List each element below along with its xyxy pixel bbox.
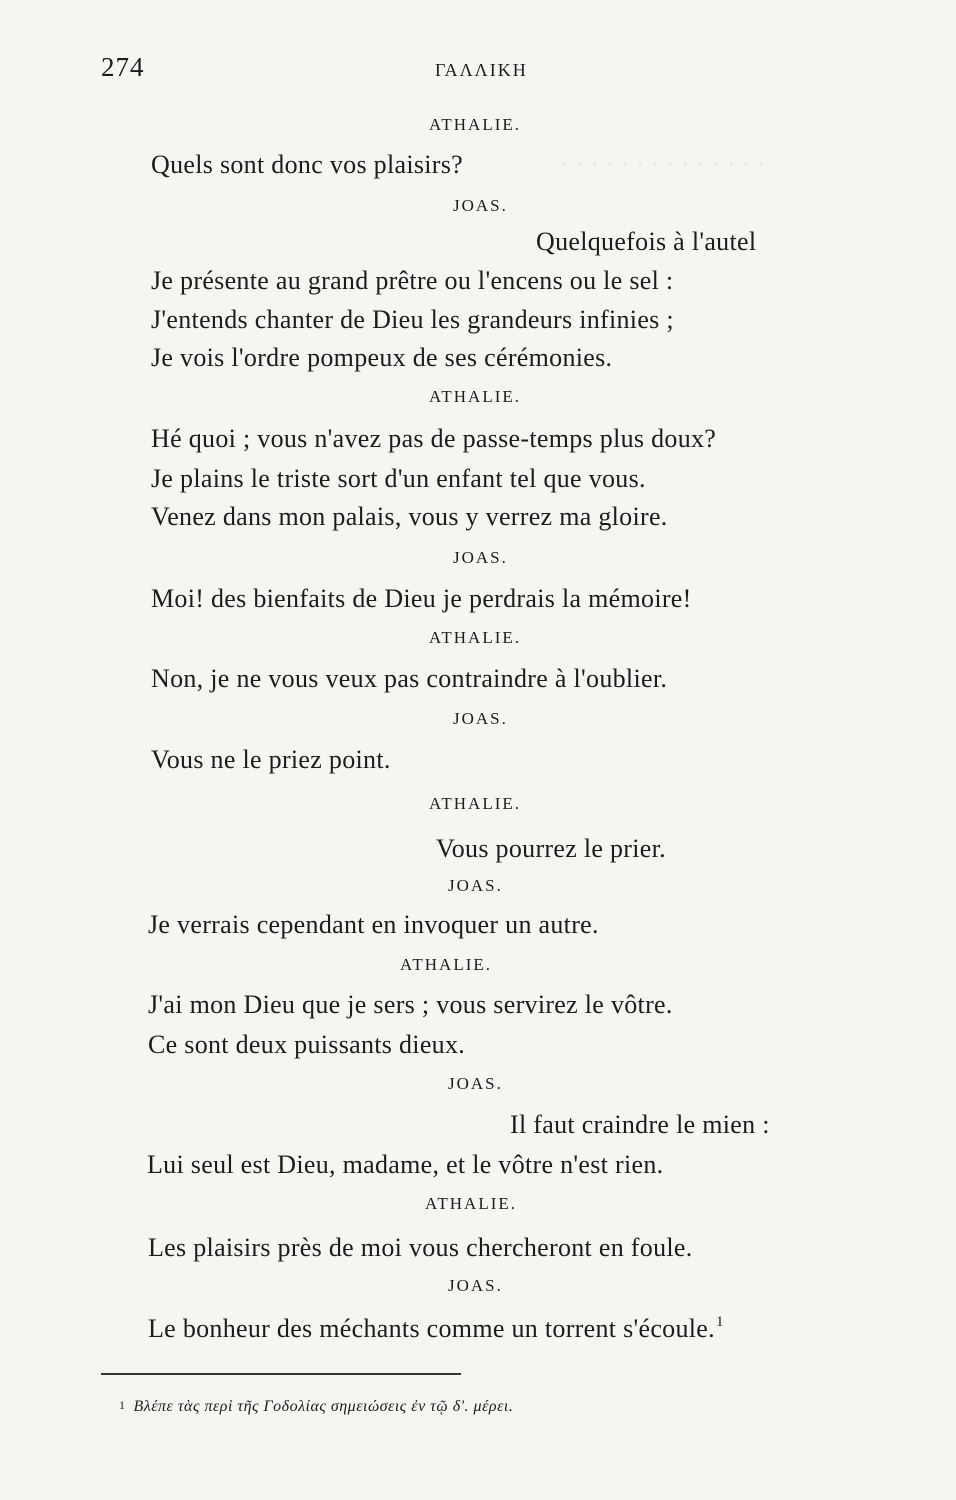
speaker-joas: JOAS. [448, 1074, 503, 1093]
verse-line: Hé quoi ; vous n'avez pas de passe-temps plus doux? [151, 424, 717, 453]
verse-line: Il faut craindre le mien : [510, 1110, 770, 1139]
verse-line: Je plains le triste sort d'un enfant tel que vous. [151, 464, 646, 493]
verse-line-with-footnote [148, 1314, 724, 1344]
verse-line: Quels sont donc vos plaisirs? [151, 150, 464, 179]
speaker-joas: JOAS. [453, 196, 508, 215]
speaker-athalie: ATHALIE. [400, 955, 493, 974]
verse-line: Venez dans mon palais, vous y verrez ma gloire. [151, 502, 668, 531]
verse-line: Vous pourrez le prier. [436, 834, 666, 863]
verse-line: Ce sont deux puissants dieux. [148, 1030, 466, 1059]
verse-line: Les plaisirs près de moi vous chercheront en foule. [148, 1233, 693, 1262]
running-title: ΓΑΛΛΙΚΗ [435, 60, 528, 80]
verse-line: Moi! des bienfaits de Dieu je perdrais la mémoire! [151, 584, 692, 613]
footnote-text: Βλέπε τὰς περὶ τῆς Γοδολίας σημειώσεις ἐν τῷ δ'. μέρει. [133, 1398, 514, 1415]
speaker-joas: JOAS. [448, 1276, 503, 1295]
verse-line: Quelquefois à l'autel [536, 227, 757, 256]
verse-line: Non, je ne vous veux pas contraindre à l'oublier. [151, 664, 668, 693]
verse-line: J'entends chanter de Dieu les grandeurs infinies ; [151, 305, 674, 334]
speaker-joas: JOAS. [453, 548, 508, 567]
speaker-athalie: ATHALIE. [425, 1194, 518, 1213]
show-through-text: · · · · · · · · · · · · · · [560, 150, 766, 179]
verse-line: Je vois l'ordre pompeux de ses cérémonies. [151, 343, 613, 372]
page-number: 274 [101, 52, 145, 82]
verse-line: Vous ne le priez point. [151, 745, 391, 774]
footnote-reference: 1 [715, 1314, 724, 1330]
speaker-athalie: ATHALIE. [429, 628, 522, 647]
footnote-mark: 1 [119, 1398, 126, 1412]
footnote-divider [101, 1373, 461, 1375]
speaker-athalie: ATHALIE. [429, 115, 522, 134]
verse-line: J'ai mon Dieu que je sers ; vous servirez le vôtre. [148, 990, 673, 1019]
footnote [119, 1398, 513, 1416]
speaker-athalie: ATHALIE. [429, 387, 522, 406]
verse-text: Le bonheur des méchants comme un torrent s'écoule. [148, 1314, 715, 1343]
speaker-joas: JOAS. [453, 709, 508, 728]
speaker-athalie: ATHALIE. [429, 794, 522, 813]
verse-line: Je verrais cependant en invoquer un autre. [148, 910, 599, 939]
verse-line: Lui seul est Dieu, madame, et le vôtre n'est rien. [147, 1150, 664, 1179]
verse-line: Je présente au grand prêtre ou l'encens ou le sel : [151, 266, 674, 295]
speaker-joas: JOAS. [448, 876, 503, 895]
